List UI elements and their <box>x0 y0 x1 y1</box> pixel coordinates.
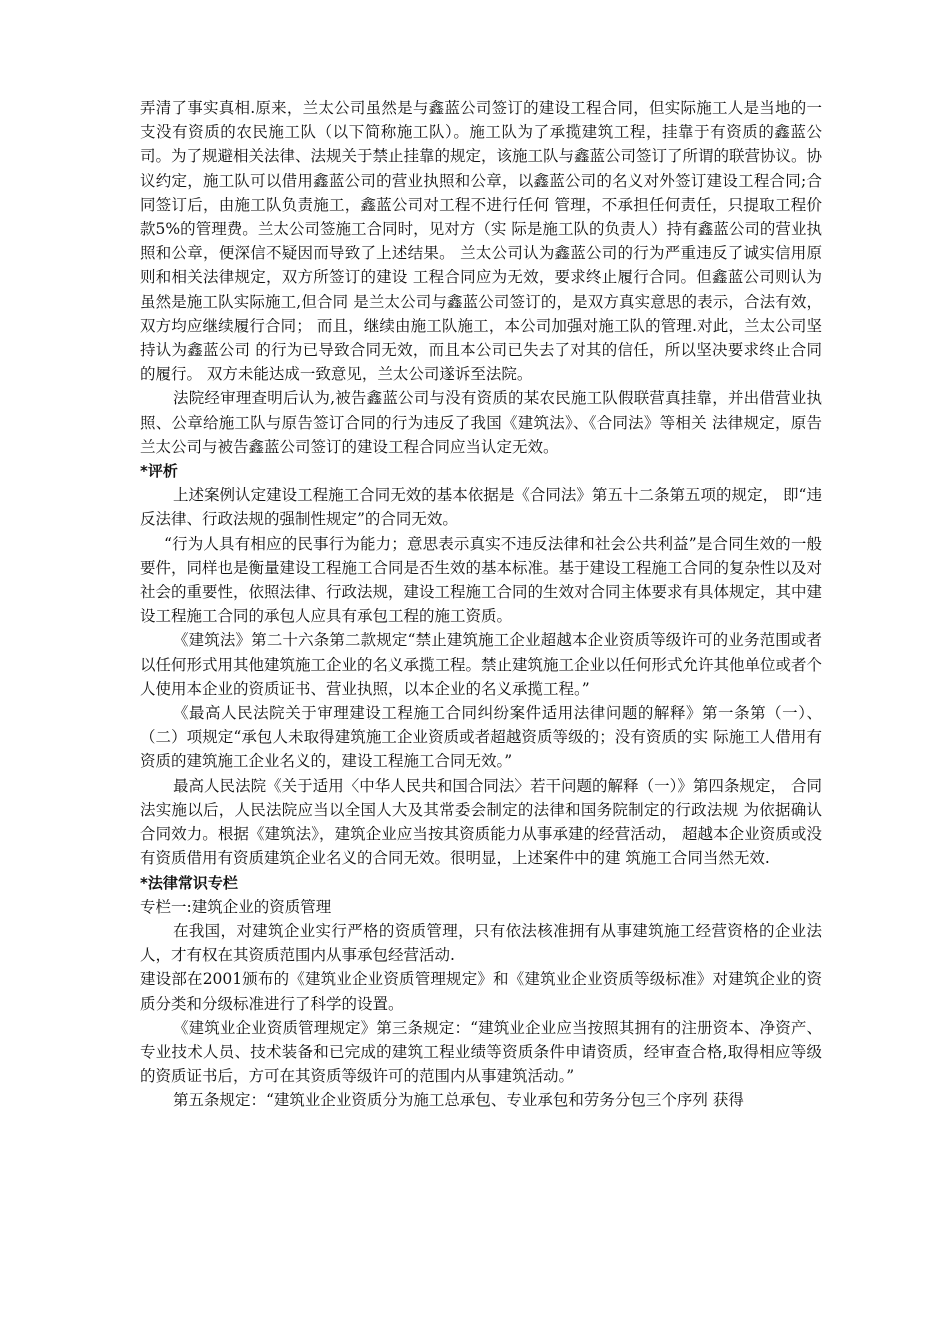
column-paragraph-2: 建设部在2001颁布的《建筑业企业资质管理规定》和《建筑业企业资质等级标准》对建筑企业的资质分类和分级标准进行了科学的设置。 <box>140 970 822 1013</box>
legal-column-heading: *法律常识专栏 <box>140 873 238 892</box>
analysis-paragraph-2: “行为人具有相应的民事行为能力；意思表示真实不违反法律和社会公共利益”是合同生效的一般要件，同样也是衡量建设工程施工合同是否生效的基本标准。基于建设工程施工合同的复杂性以及对社会的重要性，依照法律、行政法规，建设工程施工合同的生效对合同主体要求有具体规定，其中建设工程施工合同的承包人应具有承包工程的施工资质。 <box>140 534 823 626</box>
analysis-paragraph-1: 上述案例认定建设工程施工合同无效的基本依据是《合同法》第五十二条第五项的规定， 即“违反法律、行政法规的强制性规定”的合同无效。 <box>140 486 822 529</box>
case-intro-paragraph: 弄清了事实真相.原来，兰太公司虽然是与鑫蓝公司签订的建设工程合同，但实际施工人是当地的一支没有资质的农民施工队（以下简称施工队）。施工队为了承揽建筑工程，挂靠于有资质的鑫蓝公司。为了规避相关法律、法规关于禁止挂靠的规定，该施工队与鑫蓝公司签订了所谓的联营协议。协议约定，施工队可以借用鑫蓝公司的营业执照和公章，以鑫蓝公司的名义对外签订建设工程合同;合同签订后，由施工队负责施工，鑫蓝公司对工程不进行任何 管理，不承担任何责任，只提取工程价款5%的管理费。兰太公司签施工合同时，见对方（实 际是施工队的负责人）持有鑫蓝公司的营业执照和公章，便深信不疑因而导致了上述结果。 兰太公司认为鑫蓝公司的行为严重违反了诚实信用原则和相关法律规定，双方所签订的建设 工程合同应为无效，要求终止履行合同。但鑫蓝公司则认为虽然是施工队实际施工,但合同 是兰太公司与鑫蓝公司签订的，是双方真实意思的表示，合法有效，双方均应继续履行合同； 而且，继续由施工队施工，本公司加强对施工队的管理.对此，兰太公司坚持认为鑫蓝公司 的行为已导致合同无效，而且本公司已失去了对其的信任，所以坚决要求终止合同的履行。 双方未能达成一致意见，兰太公司遂诉至法院。 <box>140 99 823 384</box>
analysis-paragraph-3: 《建筑法》第二十六条第二款规定“禁止建筑施工企业超越本企业资质等级许可的业务范围或者以任何形式用其他建筑施工企业的名义承揽工程。禁止建筑施工企业以任何形式允许其他单位或者个人使用本企业的资质证书、营业执照，以本企业的名义承揽工程。” <box>140 631 823 698</box>
analysis-paragraph-5: 最高人民法院《关于适用〈中华人民共和国合同法〉若干问题的解释（一）》第四条规定， 合同法实施以后，人民法院应当以全国人大及其常委会制定的法律和国务院制定的行政法规 为依据确认合同效力。根据《建筑法》，建筑企业应当按其资质能力从事承建的经营活动， 超越本企业资质或没有资质借用有资质建筑企业名义的合同无效。很明显，上述案件中的建 筑施工合同当然无效. <box>140 776 822 868</box>
column-paragraph-1: 在我国，对建筑企业实行严格的资质管理，只有依法核准拥有从事建筑施工经营资格的企业法人，才有权在其资质范围内从事承包经营活动. <box>140 921 822 965</box>
column-paragraph-4: 第五条规定：“建筑业企业资质分为施工总承包、专业承包和劳务分包三个序列 获得 <box>173 1091 744 1110</box>
column-paragraph-3: 《建筑业企业资质管理规定》第三条规定：“建筑业企业应当按照其拥有的注册资本、净资产、专业技术人员、技术装备和已完成的建筑工程业绩等资质条件申请资质，经审查合格,取得相应等级的资质证书后，方可在其资质等级许可的范围内从事建筑活动。” <box>140 1018 822 1086</box>
court-ruling-paragraph: 法院经审理查明后认为,被告鑫蓝公司与没有资质的某农民施工队假联营真挂靠，并出借营业执照、公章给施工队与原告签订合同的行为违反了我国《建筑法》、《合同法》等相关 法律规定，原告兰太公司与被告鑫蓝公司签订的建设工程合同应当认定无效。 <box>140 389 822 456</box>
analysis-heading: *评析 <box>140 462 178 481</box>
column-subheading: 专栏一:建筑企业的资质管理 <box>140 897 332 916</box>
analysis-paragraph-4: 《最高人民法院关于审理建设工程施工合同纠纷案件适用法律问题的解释》第一条第（一）、（二）项规定“承包人未取得建筑施工企业资质或者超越资质等级的；没有资质的实 际施工人借用有资质的建筑施工企业名义的，建设工程施工合同无效。” <box>140 704 822 771</box>
